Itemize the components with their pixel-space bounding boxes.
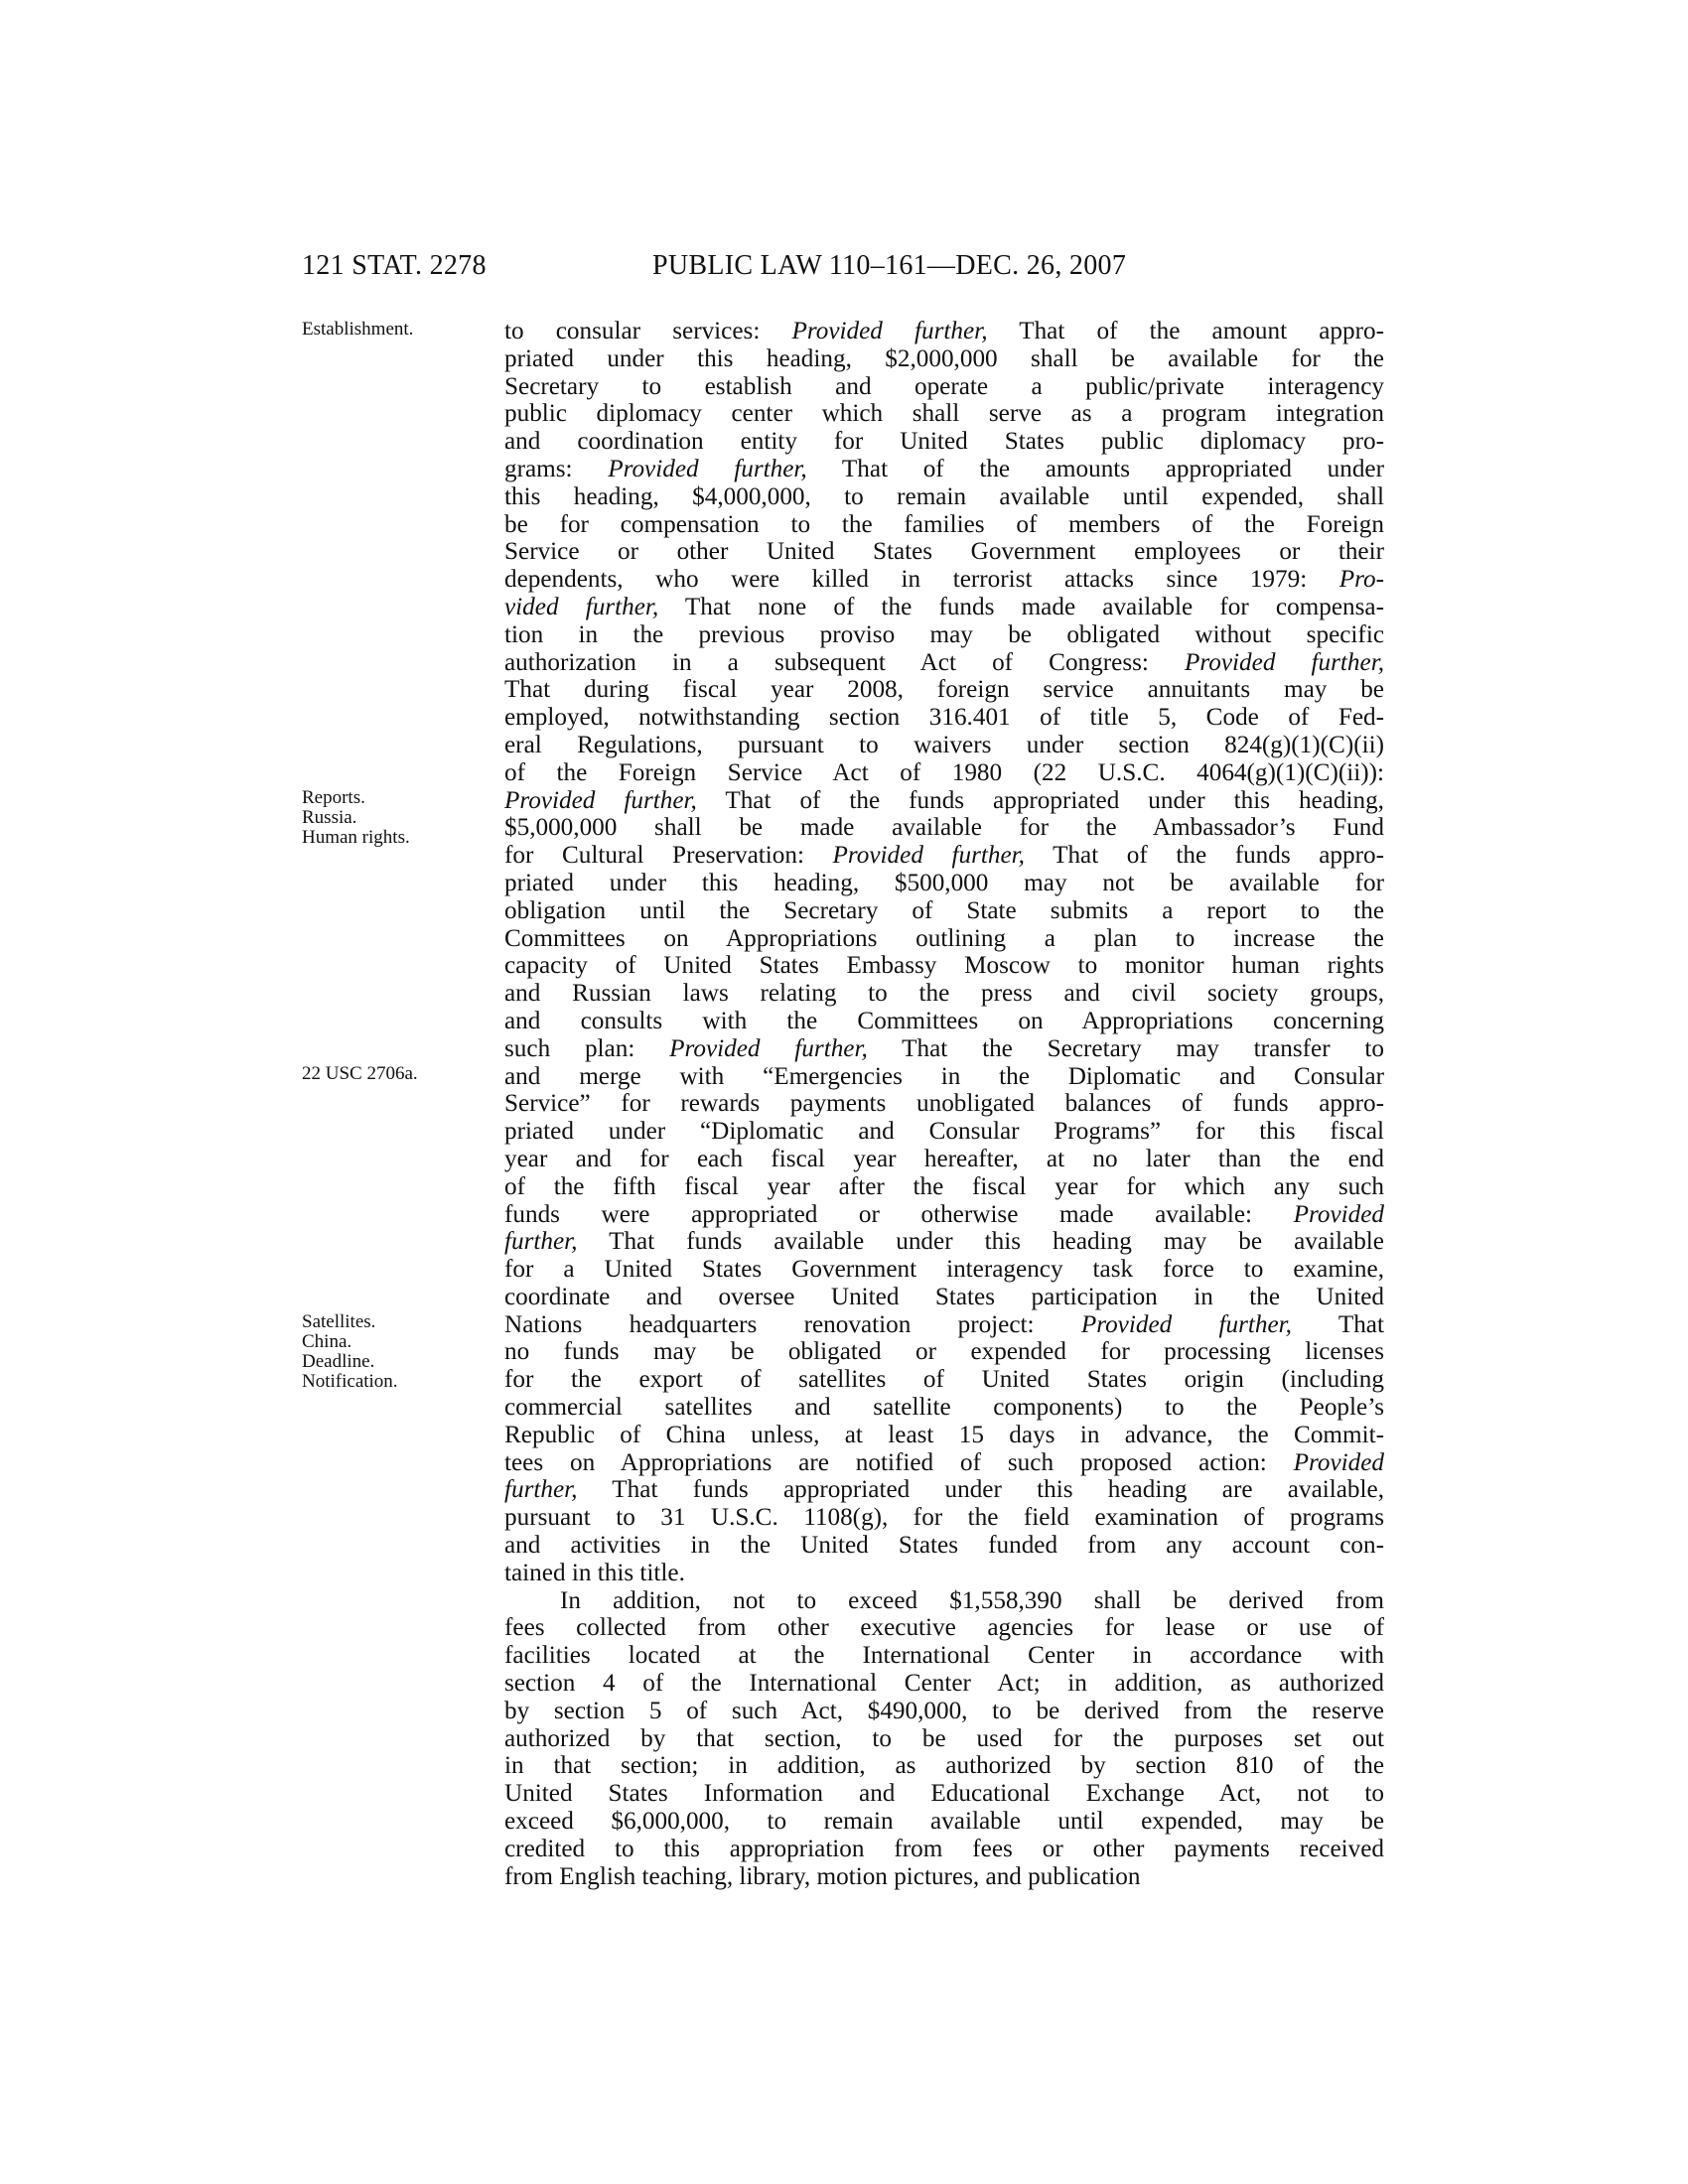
text-line <box>504 566 1384 594</box>
text-segment: exceed $6,000,000, to remain available until expended, may be <box>504 1808 1384 1836</box>
text-segment: That the Secretary may transfer to <box>867 1034 1384 1062</box>
text-line <box>504 1394 1384 1422</box>
text-segment: employed, notwithstanding section 316.401 of title 5, Code of Fed- <box>504 704 1384 732</box>
text-line <box>504 1670 1384 1698</box>
text-segment: for Cultural Preservation: <box>504 842 833 870</box>
text-segment: capacity of United States Embassy Moscow to monitor human rights <box>504 952 1384 980</box>
text-segment: United States Information and Educational Exchange Act, not to <box>504 1780 1384 1808</box>
text-segment: authorized by that section, to be used for the purposes set out <box>504 1724 1384 1752</box>
text-segment: and merge with “Emergencies in the Diplomatic and Consular <box>504 1062 1384 1090</box>
text-line <box>504 1338 1384 1366</box>
italic-text-segment: Provided further, <box>669 1034 868 1062</box>
text-segment: Nations headquarters renovation project: <box>504 1310 1081 1338</box>
text-line <box>504 1173 1384 1201</box>
italic-text-segment: vided further, <box>504 593 659 620</box>
text-line <box>504 1752 1384 1780</box>
text-segment: to consular services: <box>504 318 792 344</box>
text-segment: Republic of China unless, at least 15 days in advance, the Commit- <box>504 1421 1384 1448</box>
text-segment: year and for each fiscal year hereafter, at no later than the end <box>504 1145 1384 1172</box>
text-segment: no funds may be obligated or expended for processing licenses <box>504 1338 1384 1366</box>
statute-body-text <box>504 318 1384 1890</box>
text-segment: pursuant to 31 U.S.C. 1108(g), for the field examination of programs <box>504 1504 1384 1532</box>
margin-note-group <box>302 320 413 340</box>
margin-note: Russia. <box>302 807 357 828</box>
text-segment: and coordination entity for United States public diplomacy pro- <box>504 428 1384 456</box>
text-segment: commercial satellites and satellite components) to the People’s <box>504 1394 1384 1422</box>
text-segment: dependents, who were killed in terrorist attacks since 1979: <box>504 566 1339 594</box>
italic-text-segment: Provided <box>1293 1200 1384 1228</box>
text-line <box>504 1808 1384 1836</box>
text-line <box>504 952 1384 980</box>
text-line <box>504 1008 1384 1035</box>
margin-note: Deadline. <box>302 1351 375 1372</box>
text-segment: coordinate and oversee United States participation in the United <box>504 1283 1384 1310</box>
text-line <box>504 1449 1384 1477</box>
text-line <box>504 594 1384 621</box>
italic-text-segment: Pro- <box>1338 566 1384 594</box>
text-line <box>504 759 1384 787</box>
margin-note: 22 USC 2706a. <box>302 1063 418 1084</box>
text-segment: That of the amounts appropriated under <box>806 455 1384 482</box>
text-line <box>504 1476 1384 1504</box>
statute-page-reference: 121 STAT. 2278 <box>302 250 487 281</box>
text-line <box>504 1532 1384 1560</box>
text-line <box>504 1118 1384 1146</box>
text-segment: fees collected from other executive agencies for lease or use of <box>504 1614 1384 1642</box>
margin-note: Human rights. <box>302 827 410 848</box>
page-header <box>302 250 1386 290</box>
margin-note: Establishment. <box>302 319 414 340</box>
text-segment: by section 5 of such Act, $490,000, to be derived from the reserve <box>504 1697 1384 1724</box>
italic-text-segment: Provided further, <box>791 318 988 344</box>
text-segment: be for compensation to the families of members of the Foreign <box>504 510 1384 538</box>
text-segment: for the export of satellites of United States origin (including <box>504 1366 1384 1394</box>
text-segment: and consults with the Committees on Appropriations concerning <box>504 1007 1384 1034</box>
text-segment: That funds available under this heading may be available <box>577 1228 1384 1256</box>
italic-text-segment: Provided further, <box>504 786 697 814</box>
text-segment: of the fifth fiscal year after the fiscal year for which any such <box>504 1172 1384 1200</box>
text-segment: That of the amount appro- <box>987 318 1384 344</box>
public-law-title: PUBLIC LAW 110–161—DEC. 26, 2007 <box>652 250 1127 281</box>
text-line <box>504 870 1384 897</box>
margin-note: Satellites. <box>302 1311 376 1332</box>
text-segment: authorization in a subsequent Act of Congress: <box>504 648 1186 676</box>
text-segment: eral Regulations, pursuant to waivers under section 824(g)(1)(C)(ii) <box>504 731 1384 758</box>
text-segment: public diplomacy center which shall serve as a program integration <box>504 400 1384 428</box>
text-line <box>504 704 1384 732</box>
italic-text-segment: Provided further, <box>1185 648 1384 676</box>
text-line <box>504 814 1384 842</box>
text-segment: obligation until the Secretary of State submits a report to the <box>504 896 1384 924</box>
text-segment: That of the funds appropriated under this heading, <box>696 786 1384 814</box>
text-line <box>504 1146 1384 1173</box>
text-line <box>504 842 1384 870</box>
italic-text-segment: Provided further, <box>608 455 807 482</box>
text-line <box>504 732 1384 759</box>
text-line <box>504 621 1384 649</box>
text-line <box>504 1698 1384 1725</box>
text-line <box>504 1422 1384 1449</box>
margin-note: Reports. <box>302 787 365 808</box>
text-line <box>504 483 1384 511</box>
margin-note: Notification. <box>302 1371 398 1392</box>
text-segment: $5,000,000 shall be made available for the Ambassador’s Fund <box>504 814 1384 842</box>
text-segment: Service or other United States Government employees or their <box>504 538 1384 566</box>
italic-text-segment: further, <box>504 1476 578 1504</box>
text-line <box>504 1035 1384 1063</box>
italic-text-segment: Provided further, <box>1080 1310 1292 1338</box>
text-line <box>504 345 1384 373</box>
text-segment: priated under this heading, $2,000,000 shall be available for the <box>504 344 1384 372</box>
text-line <box>504 1780 1384 1808</box>
text-segment: section 4 of the International Center Act; in addition, as authorized <box>504 1670 1384 1698</box>
text-line <box>504 456 1384 483</box>
text-segment: That none of the funds made available for compensa- <box>658 593 1384 620</box>
italic-text-segment: Provided further, <box>832 842 1025 870</box>
text-segment: funds were appropriated or otherwise made available: <box>504 1200 1294 1228</box>
text-line <box>504 1284 1384 1311</box>
text-segment: this heading, $4,000,000, to remain available until expended, shall <box>504 482 1384 510</box>
text-line <box>504 1090 1384 1118</box>
text-line <box>504 1228 1384 1256</box>
text-segment: facilities located at the International Center in accordance with <box>504 1642 1384 1670</box>
text-segment: In addition, not to exceed $1,558,390 shall be derived from <box>560 1586 1384 1614</box>
text-segment: and activities in the United States funded from any account con- <box>504 1532 1384 1560</box>
text-line <box>504 1863 1384 1891</box>
text-line <box>504 1642 1384 1670</box>
text-segment: Secretary to establish and operate a public/private interagency <box>504 372 1384 400</box>
margin-note-group <box>302 788 410 848</box>
text-line <box>504 897 1384 925</box>
text-line <box>504 538 1384 566</box>
text-line <box>504 1560 1384 1587</box>
text-line <box>504 925 1384 953</box>
text-line <box>504 676 1384 704</box>
text-line <box>504 400 1384 428</box>
text-line <box>504 1725 1384 1753</box>
text-segment: That of the funds appro- <box>1024 842 1384 870</box>
text-segment: for a United States Government interagency task force to examine, <box>504 1256 1384 1284</box>
text-line <box>504 373 1384 401</box>
text-line <box>504 1063 1384 1091</box>
text-segment: That <box>1291 1310 1384 1338</box>
text-line <box>504 649 1384 677</box>
margin-note-group <box>302 1312 398 1392</box>
text-segment: tees on Appropriations are notified of such proposed action: <box>504 1448 1294 1476</box>
text-line <box>504 1201 1384 1229</box>
text-line <box>504 318 1384 345</box>
text-line <box>504 1366 1384 1394</box>
text-line <box>504 428 1384 456</box>
text-segment: tained in this title. <box>504 1559 685 1586</box>
text-line <box>504 1256 1384 1284</box>
text-line <box>504 1504 1384 1532</box>
text-segment: from English teaching, library, motion pictures, and publication <box>504 1862 1141 1890</box>
italic-text-segment: further, <box>504 1228 578 1256</box>
text-segment: priated under “Diplomatic and Consular Programs” for this fiscal <box>504 1118 1384 1146</box>
text-segment: of the Foreign Service Act of 1980 (22 U.S.C. 4064(g)(1)(C)(ii)): <box>504 758 1384 786</box>
text-segment: such plan: <box>504 1034 670 1062</box>
text-line <box>504 1836 1384 1863</box>
italic-text-segment: Provided <box>1293 1448 1384 1476</box>
text-segment: That during fiscal year 2008, foreign service annuitants may be <box>504 676 1384 704</box>
text-line <box>504 1614 1384 1642</box>
text-segment: Service” for rewards payments unobligated balances of funds appro- <box>504 1090 1384 1118</box>
text-segment: tion in the previous proviso may be obligated without specific <box>504 620 1384 648</box>
text-segment: grams: <box>504 455 609 482</box>
text-segment: Committees on Appropriations outlining a plan to increase the <box>504 924 1384 952</box>
text-line <box>504 1587 1384 1615</box>
margin-note: China. <box>302 1331 352 1352</box>
text-line <box>504 980 1384 1008</box>
text-segment: credited to this appropriation from fees or other payments received <box>504 1835 1384 1862</box>
text-line <box>504 511 1384 539</box>
text-line <box>504 1311 1384 1339</box>
margin-note-group <box>302 1064 418 1084</box>
text-line <box>504 787 1384 815</box>
text-segment: in that section; in addition, as authorized by section 810 of the <box>504 1752 1384 1780</box>
text-segment: priated under this heading, $500,000 may not be available for <box>504 869 1384 896</box>
text-segment: and Russian laws relating to the press and civil society groups, <box>504 980 1384 1008</box>
text-segment: That funds appropriated under this heading are available, <box>577 1476 1384 1504</box>
